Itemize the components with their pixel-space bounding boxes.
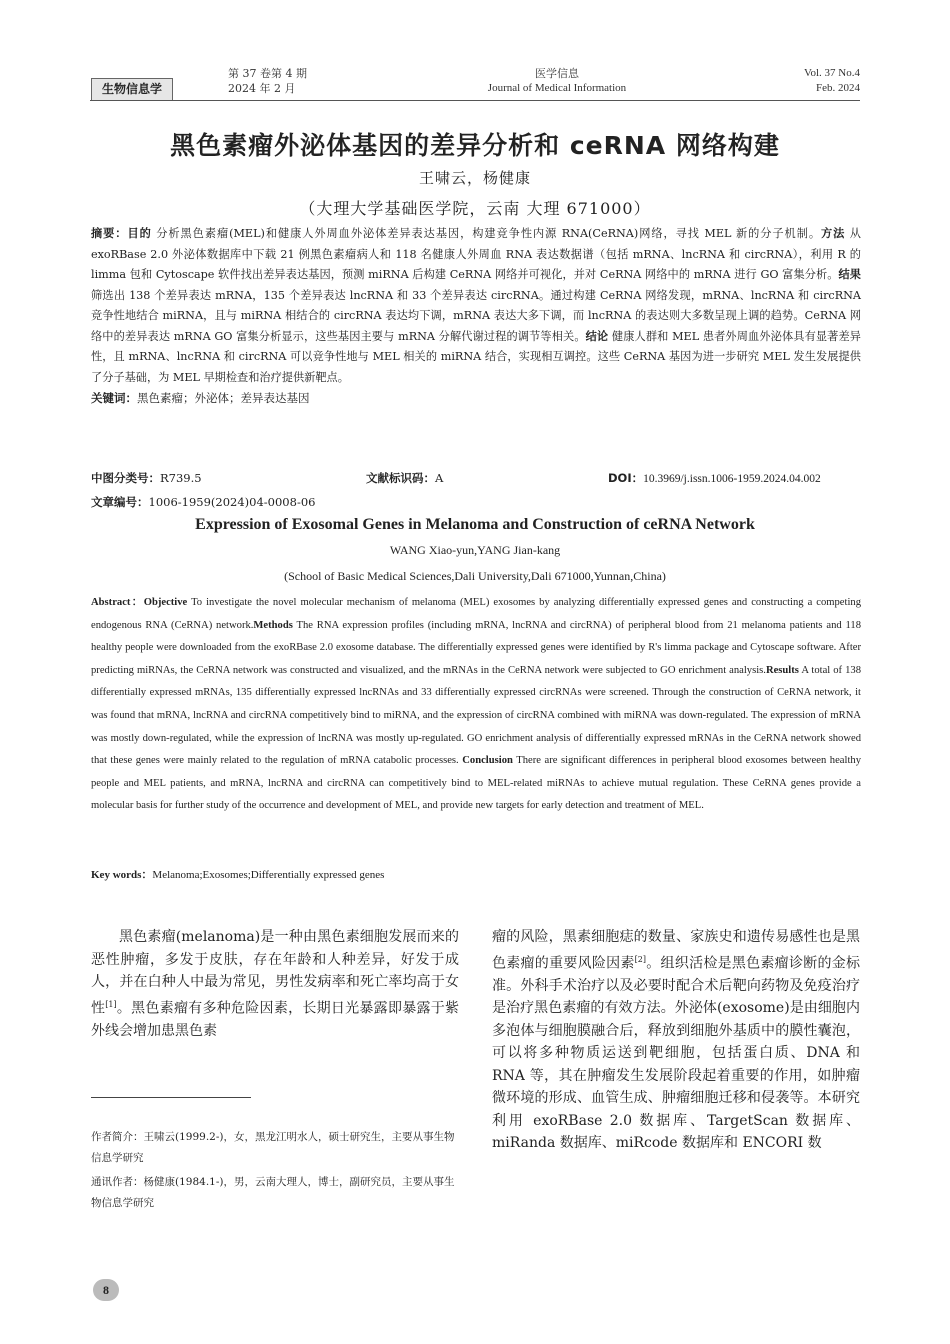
clc-number bbox=[91, 470, 202, 486]
article-no-value: 1006-1959(2024)04-0008-06 bbox=[148, 495, 316, 509]
date-en: Feb. 2024 bbox=[816, 82, 860, 94]
abstract-label: 摘要： bbox=[91, 227, 128, 240]
volume-cn: 第 37 卷第 4 期 bbox=[228, 67, 307, 80]
conclusion-en-text: There are significant differences in peripheral blood exosomes between healthy people and MEL patients, and mRNA, lncRNA and circRNA can competitively bind to MEL-related miRNAs to achieve mutual regulation. These CeRNA genes provide a molecular basis for further study of the occurrence and development of MEL, and provide new targets for early detection and treatment of MEL. bbox=[91, 755, 861, 812]
keywords-value: 黑色素瘤；外泌体；差异表达基因 bbox=[137, 391, 310, 405]
doc-code-value: A bbox=[435, 471, 444, 485]
volume-en: Vol. 37 No.4 bbox=[803, 67, 860, 79]
conclusion-text: 健康人群和 MEL 患者外周血外泌体具有显著差异性，且 mRNA、lncRNA 和 circRNA 可以竞争性地与 MEL 相关的 miRNA 结合，实现相互调控。这些 CeRNA 基因为进一步研究 MEL 发生发展提供了分子基础，为 MEL 早期检查和治疗提供新靶点。 bbox=[91, 329, 861, 384]
footnote-rule bbox=[91, 1097, 251, 1098]
header-issue-en bbox=[740, 66, 860, 96]
affiliation-cn: （大理大学基础医学院，云南 大理 671000） bbox=[299, 199, 651, 218]
affiliation-en: (School of Basic Medical Sciences,Dali University,Dali 671000,Yunnan,China) bbox=[284, 569, 666, 583]
abstract-en-label: Abstract： bbox=[91, 597, 144, 608]
document-code bbox=[366, 470, 443, 486]
doi-label: DOI： bbox=[608, 471, 644, 485]
intro-paragraph-3: 瘤的风险，黑素细胞痣的数量、家族史和遗传易感性也是黑色素瘤的重要风险因素 bbox=[492, 929, 860, 972]
doi-value: 10.3969/j.issn.1006-1959.2024.04.002 bbox=[643, 473, 821, 485]
paper-title-cn: 黑色素瘤外泌体基因的差异分析和 ceRNA 网络构建 bbox=[170, 131, 780, 160]
doc-code-label: 文献标识码： bbox=[366, 471, 435, 485]
doi bbox=[608, 470, 821, 487]
objective-label: 目的 bbox=[127, 227, 152, 240]
results-text: 筛选出 138 个差异表达 mRNA，135 个差异表达 lncRNA 和 33 个差异表达 circRNA。通过构建 CeRNA 网络发现，mRNA、lncRNA 和 circRNA 竞争性地结合 miRNA，且与 miRNA 相结合的 circRNA 表达均下调，mRNA 表达大多下调，而 lncRNA 的表达则大多数呈现上调的趋势。CeRNA 网络中的差异表达 mRNA GO 富集分析显示，这些基因主要与 mRNA 分解代谢过程的调节等相关。 bbox=[91, 288, 861, 343]
article-number bbox=[91, 494, 315, 510]
citation-ref-2[interactable]: [2] bbox=[634, 954, 647, 964]
keywords-en-value: Melanoma;Exosomes;Differentially expressed genes bbox=[152, 869, 385, 881]
objective-text: 分析黑色素瘤(MEL)和健康人外周血外泌体差异表达基因，构建竞争性内源 RNA(CeRNA)网络，寻找 MEL 新的分子机制。 bbox=[151, 227, 821, 240]
journal-name-en: Journal of Medical Information bbox=[487, 82, 627, 94]
paper-title-en: Expression of Exosomal Genes in Melanoma and Construction of ceRNA Network bbox=[195, 516, 755, 533]
conclusion-en-label: Conclusion bbox=[462, 755, 513, 767]
clc-label: 中图分类号： bbox=[91, 471, 160, 485]
page-number: 8 bbox=[93, 1279, 119, 1301]
results-en-text: A total of 138 differentially expressed mRNAs, 135 differentially expressed lncRNAs and 33 differentially expressed circRNAs were screened. Through the construction of CeRNA network, it was found that mRNA, lncRNA and circRNA competitively bind to miRNA, and the expression of circRNA combined with miRNA was down-regulated. The expression of mRNA was mostly down-regulated, while the expression of lncRNA was mostly up-regulated. GO enrichment analysis of differentially expressed mRNAs in the CeRNA network showed that these genes were mainly related to the regulation of mRNA catabolic processes. bbox=[91, 664, 861, 767]
keywords-en bbox=[91, 866, 384, 882]
intro-paragraph-2: 。黑色素瘤有多种危险因素，长期日光暴露即暴露于紫外线会增加患黑色素 bbox=[91, 1000, 460, 1039]
clc-value: R739.5 bbox=[160, 471, 202, 485]
header-journal bbox=[400, 66, 714, 96]
section-tag: 生物信息学 bbox=[91, 78, 173, 101]
objective-en-text: To investigate the novel molecular mechanism of melanoma (MEL) exosomes by analyzing differentially expressed genes and constructing a competing endogenous RNA (CeRNA) network. bbox=[91, 597, 861, 631]
intro-paragraph-4: 。组织活检是黑色素瘤诊断的金标准。外科手术治疗以及必要时配合术后靶向药物及免疫治疗是治疗黑色素瘤的有效方法。外泌体(exosome)是由细胞内多泡体与细胞膜融合后，释放到细胞外基质中的膜性囊泡，可以将多种物质运送到靶细胞，包括蛋白质、DNA 和 RNA 等，其在肿瘤发生发展阶段起着重要的作用，如肿瘤微环境的形成、血管生成、肿瘤细胞迁移和侵袭等。本研究利用 exoRBase 2.0 数据库、TargetScan 数据库、miRanda 数据库、miRcode 数据库和 ENCORI 数 bbox=[492, 955, 861, 1152]
methods-en-text: The RNA expression profiles (including mRNA, lncRNA and circRNA) of peripheral blood from 21 melanoma patients and 118 healthy people were downloaded from the exoRBase 2.0 exosome database. The differentially expressed genes were identified by R's limma package and Cytoscape software. After predicting miRNAs, the CeRNA network was constructed and visualized, and the mRNAs in the CeRNA network were subjected to GO enrichment analysis. bbox=[91, 619, 861, 676]
results-en-label: Results bbox=[765, 664, 799, 676]
journal-name-cn: 医学信息 bbox=[535, 67, 579, 80]
corresponding-author-footnote: 通讯作者：杨健康(1984.1-)，男，云南大理人，博士，副研究员，主要从事生物信息学研究 bbox=[91, 1176, 455, 1209]
body-right-column bbox=[492, 926, 860, 1155]
authors-cn: 王啸云，杨健康 bbox=[418, 169, 531, 187]
abstract-en bbox=[91, 592, 861, 818]
intro-paragraph-1: 黑色素瘤(melanoma)是一种由黑色素细胞发展而来的恶性肿瘤，多发于皮肤，存在年龄和人种差异，好发于成人，并在白种人中最为常见，男性发病率和死亡率均高于女性 bbox=[91, 929, 459, 1017]
objective-en-label: Objective bbox=[143, 597, 188, 608]
results-label: 结果 bbox=[838, 268, 861, 281]
methods-label: 方法 bbox=[820, 227, 846, 240]
methods-text: 从 exoRBase 2.0 外泌体数据库中下载 21 例黑色素瘤病人和 118 名健康人外周血 RNA 表达数据谱（包括 mRNA、lncRNA 和 circRNA），利用 R 的 limma 包和 Cytoscape 软件找出差异表达基因，预测 miRNA 后构建 CeRNA 网络并可视化，并对 CeRNA 网络中的 mRNA 进行 GO 富集分析。 bbox=[91, 227, 861, 281]
citation-ref-1[interactable]: [1] bbox=[105, 999, 117, 1009]
keywords-label: 关键词： bbox=[91, 391, 137, 405]
body-left-column bbox=[91, 926, 459, 1042]
author-intro-footnote: 作者简介：王啸云(1999.2-)，女，黑龙江明水人，硕士研究生，主要从事生物信息学研究 bbox=[91, 1131, 455, 1164]
header-rule bbox=[90, 100, 860, 101]
header-issue-cn bbox=[228, 66, 307, 96]
article-no-label: 文章编号： bbox=[91, 495, 149, 509]
keywords-cn bbox=[91, 390, 861, 406]
authors-en: WANG Xiao-yun,YANG Jian-kang bbox=[389, 543, 561, 557]
methods-en-label: Methods bbox=[253, 619, 293, 631]
keywords-en-label: Key words： bbox=[91, 869, 153, 881]
conclusion-label: 结论 bbox=[585, 329, 609, 343]
date-cn: 2024 年 2 月 bbox=[228, 82, 296, 95]
abstract-cn bbox=[91, 224, 861, 406]
